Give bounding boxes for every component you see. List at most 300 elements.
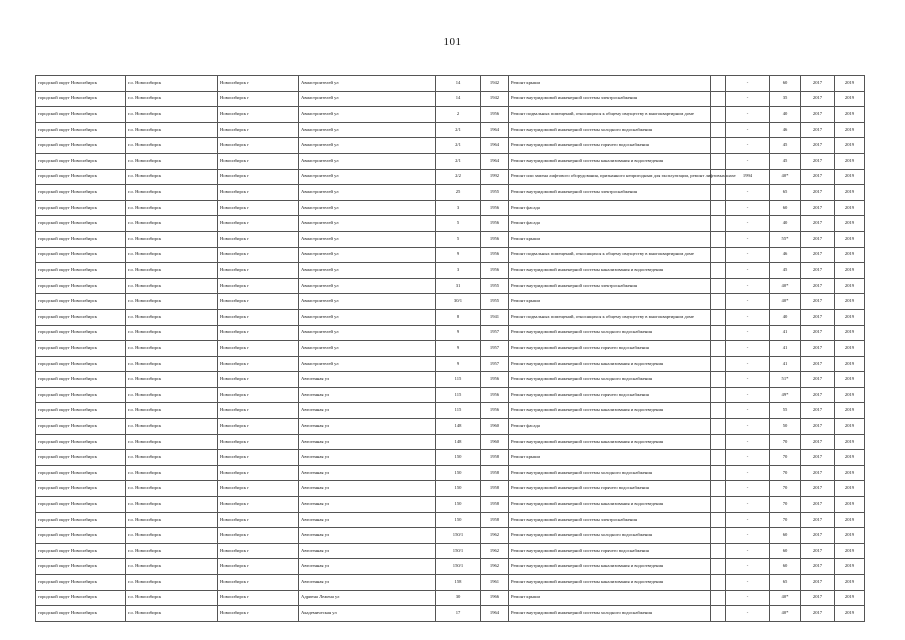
municipality-cell: городской округ Новосибирск — [36, 153, 126, 169]
municipality-cell: городской округ Новосибирск — [36, 543, 126, 559]
start-year-cell: 2017 — [801, 512, 835, 528]
municipal-entity-cell: г.о. Новосибирск — [126, 122, 218, 138]
start-year-cell: 2017 — [801, 341, 835, 357]
table-row — [36, 419, 865, 435]
blank-cell — [711, 575, 726, 591]
work-type-cell: Ремонт внутридомовой инженерной системы горячего водоснабжения — [509, 138, 711, 154]
wear-percent-cell: 70 — [770, 481, 801, 497]
municipality-cell: городской округ Новосибирск — [36, 450, 126, 466]
blank-cell — [711, 294, 726, 310]
wear-percent-cell: 70 — [770, 465, 801, 481]
blank-cell — [711, 231, 726, 247]
municipal-entity-cell: г.о. Новосибирск — [126, 309, 218, 325]
municipality-cell: городской округ Новосибирск — [36, 231, 126, 247]
work-type-cell: Ремонт крыши — [509, 450, 711, 466]
wear-percent-cell: 55* — [770, 231, 801, 247]
last-repair-year-cell: - — [726, 528, 770, 544]
wear-percent-cell: 51* — [770, 372, 801, 388]
wear-percent-cell: 70 — [770, 497, 801, 513]
wear-percent-cell: 41 — [770, 325, 801, 341]
commissioning-year-cell: 1962 — [481, 528, 509, 544]
street-cell: Автогенная ул — [299, 419, 436, 435]
start-year-cell: 2017 — [801, 91, 835, 107]
municipality-cell: городской округ Новосибирск — [36, 590, 126, 606]
house-number-cell: 2 — [436, 107, 481, 123]
house-number-cell: 3 — [436, 263, 481, 279]
municipality-cell: городской округ Новосибирск — [36, 309, 126, 325]
table-row — [36, 497, 865, 513]
end-year-cell: 2019 — [835, 76, 865, 92]
commissioning-year-cell: 1958 — [481, 450, 509, 466]
blank-cell — [711, 372, 726, 388]
table-row — [36, 434, 865, 450]
house-number-cell: 25 — [436, 185, 481, 201]
commissioning-year-cell: 1955 — [481, 185, 509, 201]
municipality-cell: городской округ Новосибирск — [36, 341, 126, 357]
start-year-cell: 2017 — [801, 169, 835, 185]
blank-cell — [711, 216, 726, 232]
street-cell: Автогенная ул — [299, 434, 436, 450]
house-number-cell: 158 — [436, 575, 481, 591]
wear-percent-cell: 46 — [770, 247, 801, 263]
wear-percent-cell: 50 — [770, 419, 801, 435]
start-year-cell: 2017 — [801, 325, 835, 341]
blank-cell — [711, 481, 726, 497]
street-cell: Автогенная ул — [299, 559, 436, 575]
commissioning-year-cell: 1962 — [481, 543, 509, 559]
house-number-cell: 5 — [436, 216, 481, 232]
settlement-cell: Новосибирск г — [218, 559, 299, 575]
municipality-cell: городской округ Новосибирск — [36, 185, 126, 201]
end-year-cell: 2019 — [835, 559, 865, 575]
work-type-cell: Ремонт внутридомовой инженерной системы канализования и водоотведения — [509, 356, 711, 372]
commissioning-year-cell: 1956 — [481, 263, 509, 279]
settlement-cell: Новосибирск г — [218, 341, 299, 357]
table-row — [36, 512, 865, 528]
house-number-cell: 150/1 — [436, 559, 481, 575]
end-year-cell: 2019 — [835, 122, 865, 138]
last-repair-year-cell: - — [726, 91, 770, 107]
start-year-cell: 2017 — [801, 185, 835, 201]
wear-percent-cell: 60 — [770, 543, 801, 559]
house-number-cell: 148 — [436, 419, 481, 435]
end-year-cell: 2019 — [835, 543, 865, 559]
end-year-cell: 2019 — [835, 200, 865, 216]
commissioning-year-cell: 1960 — [481, 434, 509, 450]
commissioning-year-cell: 1956 — [481, 231, 509, 247]
last-repair-year-cell: - — [726, 450, 770, 466]
municipality-cell: городской округ Новосибирск — [36, 497, 126, 513]
last-repair-year-cell: - — [726, 278, 770, 294]
last-repair-year-cell: - — [726, 606, 770, 622]
last-repair-year-cell: - — [726, 403, 770, 419]
table-row — [36, 575, 865, 591]
end-year-cell: 2019 — [835, 231, 865, 247]
work-type-cell: Ремонт фасада — [509, 200, 711, 216]
blank-cell — [711, 387, 726, 403]
street-cell: Академическая ул — [299, 606, 436, 622]
end-year-cell: 2019 — [835, 153, 865, 169]
commissioning-year-cell: 1958 — [481, 512, 509, 528]
municipality-cell: городской округ Новосибирск — [36, 122, 126, 138]
table-row — [36, 387, 865, 403]
blank-cell — [711, 512, 726, 528]
last-repair-year-cell: - — [726, 356, 770, 372]
house-number-cell: 30/1 — [436, 294, 481, 310]
last-repair-year-cell: - — [726, 372, 770, 388]
municipal-entity-cell: г.о. Новосибирск — [126, 403, 218, 419]
table-row — [36, 325, 865, 341]
start-year-cell: 2017 — [801, 138, 835, 154]
house-number-cell: 115 — [436, 387, 481, 403]
work-type-cell: Ремонт крыши — [509, 590, 711, 606]
municipality-cell: городской округ Новосибирск — [36, 559, 126, 575]
wear-percent-cell: 45 — [770, 153, 801, 169]
table-row — [36, 372, 865, 388]
municipality-cell: городской округ Новосибирск — [36, 512, 126, 528]
blank-cell — [711, 528, 726, 544]
municipal-entity-cell: г.о. Новосибирск — [126, 231, 218, 247]
settlement-cell: Новосибирск г — [218, 325, 299, 341]
house-number-cell: 8 — [436, 309, 481, 325]
blank-cell — [711, 91, 726, 107]
street-cell: Авиастроителей ул — [299, 122, 436, 138]
municipal-entity-cell: г.о. Новосибирск — [126, 481, 218, 497]
municipality-cell: городской округ Новосибирск — [36, 528, 126, 544]
wear-percent-cell: 40* — [770, 278, 801, 294]
settlement-cell: Новосибирск г — [218, 185, 299, 201]
wear-percent-cell: 40* — [770, 590, 801, 606]
street-cell: Автогенная ул — [299, 575, 436, 591]
table-row — [36, 356, 865, 372]
commissioning-year-cell: 1957 — [481, 325, 509, 341]
municipality-cell: городской округ Новосибирск — [36, 481, 126, 497]
start-year-cell: 2017 — [801, 372, 835, 388]
blank-cell — [711, 559, 726, 575]
blank-cell — [711, 122, 726, 138]
settlement-cell: Новосибирск г — [218, 575, 299, 591]
municipality-cell: городской округ Новосибирск — [36, 138, 126, 154]
start-year-cell: 2017 — [801, 465, 835, 481]
start-year-cell: 2017 — [801, 356, 835, 372]
work-type-cell: Ремонт внутридомовой инженерной системы электроснабжения — [509, 512, 711, 528]
last-repair-year-cell: - — [726, 231, 770, 247]
end-year-cell: 2019 — [835, 387, 865, 403]
street-cell: Автогенная ул — [299, 543, 436, 559]
house-number-cell: 9 — [436, 341, 481, 357]
table-body — [36, 76, 865, 622]
municipality-cell: городской округ Новосибирск — [36, 263, 126, 279]
table-row — [36, 606, 865, 622]
settlement-cell: Новосибирск г — [218, 76, 299, 92]
end-year-cell: 2019 — [835, 216, 865, 232]
settlement-cell: Новосибирск г — [218, 107, 299, 123]
work-type-cell: Ремонт внутридомовой инженерной системы электроснабжения — [509, 91, 711, 107]
wear-percent-cell: 40 — [770, 216, 801, 232]
street-cell: Авиастроителей ул — [299, 325, 436, 341]
start-year-cell: 2017 — [801, 76, 835, 92]
street-cell: Авиастроителей ул — [299, 91, 436, 107]
end-year-cell: 2019 — [835, 419, 865, 435]
municipal-entity-cell: г.о. Новосибирск — [126, 434, 218, 450]
blank-cell — [711, 497, 726, 513]
end-year-cell: 2019 — [835, 512, 865, 528]
municipality-cell: городской округ Новосибирск — [36, 169, 126, 185]
commissioning-year-cell: 1942 — [481, 91, 509, 107]
settlement-cell: Новосибирск г — [218, 372, 299, 388]
work-type-cell: Ремонт подвальных помещений, относящихся к общему имуществу в многоквартирном доме — [509, 107, 711, 123]
start-year-cell: 2017 — [801, 497, 835, 513]
street-cell: Авиастроителей ул — [299, 263, 436, 279]
blank-cell — [711, 606, 726, 622]
commissioning-year-cell: 1966 — [481, 590, 509, 606]
street-cell: Авиастроителей ул — [299, 76, 436, 92]
wear-percent-cell: 70 — [770, 434, 801, 450]
settlement-cell: Новосибирск г — [218, 450, 299, 466]
end-year-cell: 2019 — [835, 528, 865, 544]
municipal-entity-cell: г.о. Новосибирск — [126, 419, 218, 435]
start-year-cell: 2017 — [801, 590, 835, 606]
street-cell: Автогенная ул — [299, 403, 436, 419]
street-cell: Авиастроителей ул — [299, 107, 436, 123]
wear-percent-cell: 60 — [770, 76, 801, 92]
municipal-entity-cell: г.о. Новосибирск — [126, 247, 218, 263]
last-repair-year-cell: - — [726, 216, 770, 232]
street-cell: Авиастроителей ул — [299, 309, 436, 325]
table-row — [36, 294, 865, 310]
wear-percent-cell: 60 — [770, 200, 801, 216]
start-year-cell: 2017 — [801, 403, 835, 419]
last-repair-year-cell: - — [726, 247, 770, 263]
end-year-cell: 2019 — [835, 247, 865, 263]
blank-cell — [711, 403, 726, 419]
settlement-cell: Новосибирск г — [218, 263, 299, 279]
commissioning-year-cell: 1957 — [481, 356, 509, 372]
settlement-cell: Новосибирск г — [218, 356, 299, 372]
end-year-cell: 2019 — [835, 278, 865, 294]
commissioning-year-cell: 1964 — [481, 138, 509, 154]
commissioning-year-cell: 1956 — [481, 216, 509, 232]
municipal-entity-cell: г.о. Новосибирск — [126, 528, 218, 544]
street-cell: Авиастроителей ул — [299, 138, 436, 154]
start-year-cell: 2017 — [801, 153, 835, 169]
municipality-cell: городской округ Новосибирск — [36, 403, 126, 419]
end-year-cell: 2019 — [835, 107, 865, 123]
blank-cell — [711, 543, 726, 559]
house-number-cell: 150 — [436, 450, 481, 466]
settlement-cell: Новосибирск г — [218, 231, 299, 247]
settlement-cell: Новосибирск г — [218, 138, 299, 154]
end-year-cell: 2019 — [835, 465, 865, 481]
last-repair-year-cell: - — [726, 76, 770, 92]
work-type-cell: Ремонт внутридомовой инженерной системы канализования и водоотведения — [509, 263, 711, 279]
commissioning-year-cell: 1960 — [481, 419, 509, 435]
end-year-cell: 2019 — [835, 590, 865, 606]
municipal-entity-cell: г.о. Новосибирск — [126, 263, 218, 279]
table-row — [36, 543, 865, 559]
work-type-cell: Ремонт подвальных помещений, относящихся к общему имуществу в многоквартирном доме — [509, 247, 711, 263]
last-repair-year-cell: - — [726, 543, 770, 559]
municipal-entity-cell: г.о. Новосибирск — [126, 372, 218, 388]
table-row — [36, 122, 865, 138]
municipal-entity-cell: г.о. Новосибирск — [126, 185, 218, 201]
wear-percent-cell: 40* — [770, 294, 801, 310]
end-year-cell: 2019 — [835, 372, 865, 388]
street-cell: Авиастроителей ул — [299, 356, 436, 372]
blank-cell — [711, 434, 726, 450]
end-year-cell: 2019 — [835, 450, 865, 466]
end-year-cell: 2019 — [835, 169, 865, 185]
end-year-cell: 2019 — [835, 434, 865, 450]
start-year-cell: 2017 — [801, 434, 835, 450]
wear-percent-cell: 70 — [770, 512, 801, 528]
house-number-cell: 150 — [436, 465, 481, 481]
street-cell: Автогенная ул — [299, 450, 436, 466]
settlement-cell: Новосибирск г — [218, 309, 299, 325]
commissioning-year-cell: 1964 — [481, 122, 509, 138]
start-year-cell: 2017 — [801, 559, 835, 575]
commissioning-year-cell: 1958 — [481, 497, 509, 513]
commissioning-year-cell: 1957 — [481, 341, 509, 357]
last-repair-year-cell: - — [726, 465, 770, 481]
blank-cell — [711, 590, 726, 606]
municipality-cell: городской округ Новосибирск — [36, 294, 126, 310]
work-type-cell: Ремонт внутридомовой инженерной системы канализования и водоотведения — [509, 153, 711, 169]
commissioning-year-cell: 1942 — [481, 76, 509, 92]
blank-cell — [711, 185, 726, 201]
settlement-cell: Новосибирск г — [218, 543, 299, 559]
start-year-cell: 2017 — [801, 606, 835, 622]
settlement-cell: Новосибирск г — [218, 434, 299, 450]
house-number-cell: 150 — [436, 512, 481, 528]
start-year-cell: 2017 — [801, 200, 835, 216]
last-repair-year-cell: 1994 — [726, 169, 770, 185]
work-type-cell: Ремонт внутридомовой инженерной системы горячего водоснабжения — [509, 543, 711, 559]
table-row — [36, 185, 865, 201]
table-row — [36, 559, 865, 575]
municipal-entity-cell: г.о. Новосибирск — [126, 606, 218, 622]
work-type-cell: Ремонт крыши — [509, 76, 711, 92]
start-year-cell: 2017 — [801, 231, 835, 247]
commissioning-year-cell: 1956 — [481, 387, 509, 403]
work-type-cell: Ремонт внутридомовой инженерной системы холодного водоснабжения — [509, 122, 711, 138]
table-row — [36, 231, 865, 247]
work-type-cell: Ремонт внутридомовой инженерной системы горячего водоснабжения — [509, 481, 711, 497]
settlement-cell: Новосибирск г — [218, 528, 299, 544]
last-repair-year-cell: - — [726, 590, 770, 606]
municipality-cell: городской округ Новосибирск — [36, 216, 126, 232]
last-repair-year-cell: - — [726, 138, 770, 154]
repair-program-table — [35, 75, 865, 622]
street-cell: Автогенная ул — [299, 497, 436, 513]
municipality-cell: городской округ Новосибирск — [36, 325, 126, 341]
end-year-cell: 2019 — [835, 481, 865, 497]
street-cell: Авиастроителей ул — [299, 294, 436, 310]
house-number-cell: 2/1 — [436, 138, 481, 154]
settlement-cell: Новосибирск г — [218, 387, 299, 403]
work-type-cell: Ремонт внутридомовой инженерной системы холодного водоснабжения — [509, 465, 711, 481]
commissioning-year-cell: 1956 — [481, 200, 509, 216]
house-number-cell: 150 — [436, 497, 481, 513]
blank-cell — [711, 263, 726, 279]
page-number: 101 — [443, 36, 462, 48]
table-row — [36, 247, 865, 263]
commissioning-year-cell: 1964 — [481, 153, 509, 169]
municipal-entity-cell: г.о. Новосибирск — [126, 138, 218, 154]
last-repair-year-cell: - — [726, 185, 770, 201]
municipality-cell: городской округ Новосибирск — [36, 200, 126, 216]
municipality-cell: городской округ Новосибирск — [36, 107, 126, 123]
end-year-cell: 2019 — [835, 403, 865, 419]
house-number-cell: 14 — [436, 91, 481, 107]
house-number-cell: 150 — [436, 481, 481, 497]
start-year-cell: 2017 — [801, 122, 835, 138]
municipality-cell: городской округ Новосибирск — [36, 575, 126, 591]
last-repair-year-cell: - — [726, 153, 770, 169]
house-number-cell: 3 — [436, 200, 481, 216]
end-year-cell: 2019 — [835, 91, 865, 107]
table-row — [36, 278, 865, 294]
street-cell: Авиастроителей ул — [299, 153, 436, 169]
street-cell: Автогенная ул — [299, 528, 436, 544]
start-year-cell: 2017 — [801, 419, 835, 435]
end-year-cell: 2019 — [835, 356, 865, 372]
last-repair-year-cell: - — [726, 497, 770, 513]
end-year-cell: 2019 — [835, 294, 865, 310]
municipal-entity-cell: г.о. Новосибирск — [126, 590, 218, 606]
blank-cell — [711, 419, 726, 435]
wear-percent-cell: 60 — [770, 528, 801, 544]
table-row — [36, 216, 865, 232]
commissioning-year-cell: 1955 — [481, 294, 509, 310]
street-cell: Автогенная ул — [299, 465, 436, 481]
house-number-cell: 9 — [436, 325, 481, 341]
start-year-cell: 2017 — [801, 216, 835, 232]
table-row — [36, 138, 865, 154]
last-repair-year-cell: - — [726, 559, 770, 575]
street-cell: Авиастроителей ул — [299, 278, 436, 294]
street-cell: Автогенная ул — [299, 372, 436, 388]
municipal-entity-cell: г.о. Новосибирск — [126, 200, 218, 216]
start-year-cell: 2017 — [801, 263, 835, 279]
municipality-cell: городской округ Новосибирск — [36, 387, 126, 403]
commissioning-year-cell: 1941 — [481, 309, 509, 325]
table-row — [36, 450, 865, 466]
table-row — [36, 465, 865, 481]
table-row — [36, 590, 865, 606]
municipal-entity-cell: г.о. Новосибирск — [126, 497, 218, 513]
municipal-entity-cell: г.о. Новосибирск — [126, 91, 218, 107]
work-type-cell: Ремонт внутридомовой инженерной системы электроснабжения — [509, 278, 711, 294]
table-row — [36, 91, 865, 107]
commissioning-year-cell: 1956 — [481, 403, 509, 419]
municipal-entity-cell: г.о. Новосибирск — [126, 465, 218, 481]
house-number-cell: 5 — [436, 231, 481, 247]
wear-percent-cell: 49* — [770, 387, 801, 403]
municipal-entity-cell: г.о. Новосибирск — [126, 387, 218, 403]
table-row — [36, 481, 865, 497]
last-repair-year-cell: - — [726, 341, 770, 357]
start-year-cell: 2017 — [801, 528, 835, 544]
street-cell: Авиастроителей ул — [299, 200, 436, 216]
municipal-entity-cell: г.о. Новосибирск — [126, 153, 218, 169]
house-number-cell: 30 — [436, 590, 481, 606]
blank-cell — [711, 450, 726, 466]
commissioning-year-cell: 1962 — [481, 559, 509, 575]
municipal-entity-cell: г.о. Новосибирск — [126, 575, 218, 591]
street-cell: Автогенная ул — [299, 481, 436, 497]
municipality-cell: городской округ Новосибирск — [36, 434, 126, 450]
